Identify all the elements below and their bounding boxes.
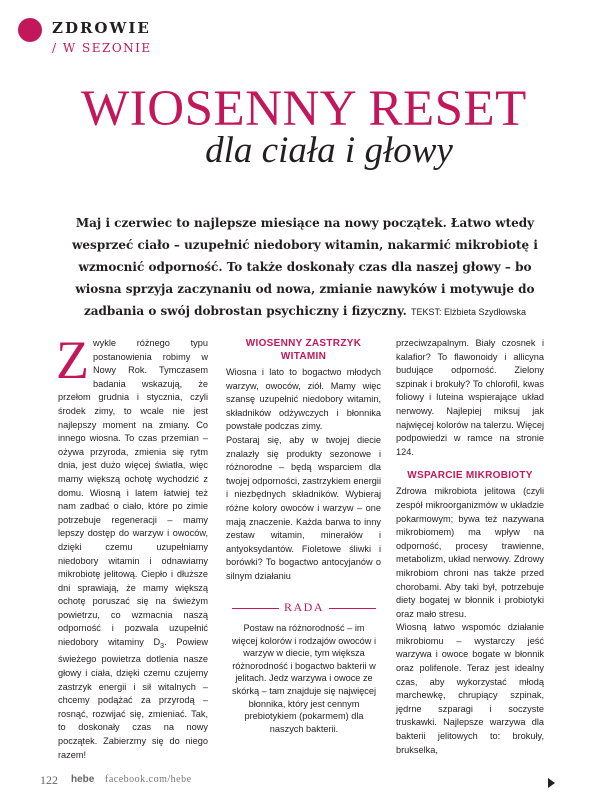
article-subtitle: dla ciała i głowy <box>205 130 453 171</box>
vitamin-subscript: 3 <box>160 642 165 650</box>
section-label: ZDROWIE <box>52 19 151 37</box>
rada-text: Postaw na różnorodność – im więcej kolorów i rodzajów owoców i warzyw w diecie, tym większa różnorodność i bogactwo bakterii w jelitach. Jedz warzywa i owoce ze skórką – tam znajduje się najwięcej błonnika, który jest cennym prebiotykiem (pokarmem) dla naszych bakterii. <box>232 623 377 734</box>
lead-paragraph <box>70 212 540 323</box>
subsection-label: / W SEZONIE <box>52 41 152 55</box>
footer-social: facebook.com/hebe <box>105 774 192 785</box>
article-title: WIOSENNY RESET <box>81 81 527 137</box>
rada-heading: RADA <box>279 600 329 615</box>
column-3-paragraph-3: Wiosną łatwo wspomóc działanie mikrobiomu – wystarczy jeść warzywa i owoce bogate w błonnik oraz polifenole. Teraz jest idealny czas, aby wykorzystać młodą marchewkę, chrupiący szpinak, jędrne szparagi i soczyste truskawki. Najlepsze warzywa dla bakterii jelitowych to: brokuły, brukselka, <box>396 622 544 755</box>
column-3-heading: WSPARCIE MIKROBIOTY <box>407 470 533 482</box>
page-number: 122 <box>40 773 58 787</box>
column-3 <box>396 337 544 757</box>
column-2 <box>226 337 381 584</box>
continue-arrow-icon <box>548 778 555 788</box>
column-2-paragraph-2: Postaraj się, aby w twojej diecie znalazły się produkty sezonowe i różnorodne – będą wsparciem dla twojej odporności, zastrzykiem energii i niezbędnych składników. Wybieraj różne kolory owoców i warzyw – one mają znaczenie. Każda barwa to inny zestaw witamin, minerałów i antyoksydantów. Fioletowe śliwki i borówki? To bogactwo antocyjanów o silnym działaniu <box>226 434 381 581</box>
drop-cap: Z <box>56 330 89 390</box>
column-2-paragraph-1: Wiosna i lato to bogactwo młodych warzyw, owoców, ziół. Mamy więc szansę uzupełnić niedobory witamin, składników odżywczych i błonnika powstałe podczas zimy. <box>226 367 381 432</box>
column-3-paragraph-1: przeciwzapalnym. Biały czosnek i kalafior? To flawonoidy i allicyna budujące odporność. Zielony szpinak i brokuły? To chlorofil, kwas foliowy i luteina wspierające układ nerwowy. Najlepiej miksuj jak najwięcej kolorów na talerzu. Więcej podpowiedzi w ramce na stronie 124. <box>396 338 544 457</box>
column-2-heading: WIOSENNY ZASTRZYK WITAMIN <box>245 338 362 362</box>
footer-brand: hebe <box>71 774 95 785</box>
column-1-paragraph <box>56 330 208 762</box>
column-1-text-end: . Powiew świeżego powietrza dotlenia nasze głowy i ciała, dzięki czemu czujemy zastrzyk energii i sił witalnych – chcemy podążać za przyrodą – rosnąć, rozwijać się, zmieniać. Tak, to doskonały czas na nowy początek. Zabierzmy się do niego razem! <box>58 637 208 760</box>
column-1 <box>56 330 208 762</box>
lead-text: Maj i czerwiec to najlepsze miesiące na nowy początek. Łatwo wtedy wesprzeć ciało – uzupełnić niedobory witamin, nakarmić mikrobiotę i wzmocnić odporność. To także doskonały czas dla naszej głowy – bo wiosna sprzyja zaczynaniu od nowa, zmianie nawyków i motywuje do zadbania o swój dobrostan psychiczny i fizyczny. <box>72 216 538 318</box>
author-credit: TEKST: Elżbieta Szydłowska <box>410 307 527 317</box>
section-dot <box>18 18 42 42</box>
column-3-paragraph-2: Zdrowa mikrobiota jelitowa (czyli zespół mikroorganizmów w układzie pokarmowym; bywa też nazywana mikrobiomem) ma wpływ na odporność, procesy trawienne, metabolizm, układ nerwowy. Zdrowy mikrobiom chroni nas także przed chorobami. Aby taki był, potrzebuje diety bogatej w błonnik i probiotyki oraz mało stresu. <box>396 486 544 619</box>
column-1-text: wykle różnego typu postanowienia robimy w Nowy Rok. Tymczasem badania wskazują, że przełom grudnia i stycznia, czyli środek zimy, to wcale nie jest najlepszy moment na zmiany. Co innego wiosna. To czas przemian – ożywa przyroda, zmienia się rytm dnia, jest dużo więcej światła, więc mamy większą ochotę wychodzić z domu. Wiosną i latem łatwiej też nam zadbać o ciało, które po zimie potrzebuje regeneracji – mamy lepszy dostęp do warzyw i owoców, dzięki czemu uzupełniamy niedobory witamin i odnawiamy mikrobiotę jelitową. Ciepło i dłuższe dni sprawiają, że mamy większą ochotę poruszać się na świeżym powietrzu, co wzmacnia naszą odporność i pozwala uzupełnić niedobory witaminy D <box>58 338 208 648</box>
